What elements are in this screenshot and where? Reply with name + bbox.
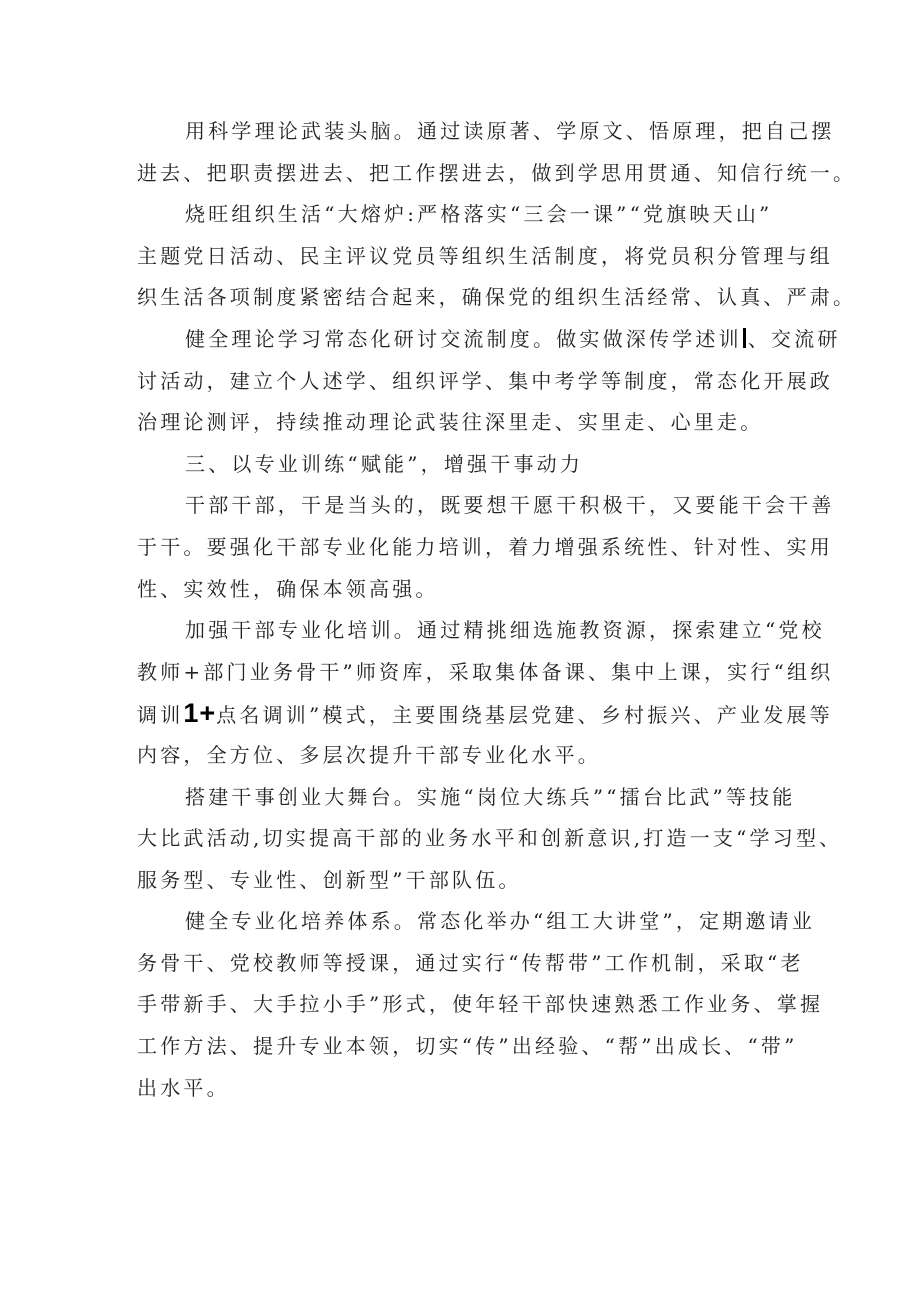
paragraph-line: 织生活各项制度紧密结合起来，确保党的组织生活经常、认真、严肃。	[137, 285, 857, 310]
line-text: 、交流研	[747, 326, 841, 351]
paragraph-line: 服务型、专业性、创新型”干部队伍。	[137, 867, 522, 892]
paragraph-line	[137, 693, 833, 735]
paragraph-line: 讨活动，建立个人述学、组织评学、集中考学等制度，常态化开展政	[137, 368, 833, 393]
paragraph-line: 进去、把职责摆进去、把工作摆进去，做到学思用贯通、知信行统一。	[137, 160, 857, 185]
paragraph-line: 工作方法、提升专业本领，切实“传”出经验、“帮”出成长、“带”	[137, 1034, 798, 1059]
paragraph-line: 治理论测评，持续推动理论武装往深里走、实里走、心里走。	[137, 410, 764, 435]
paragraph-line: 教师+部门业务骨干”师资库，采取集体备课、集中上课，实行“组织	[137, 659, 834, 684]
paragraph-line: 出水平。	[137, 1075, 230, 1100]
paragraph-line: 内容，全方位、多层次提升干部专业化水平。	[137, 742, 601, 767]
line-text: 调训	[137, 703, 184, 728]
paragraph-line: 用科学理论武装头脑。通过读原著、学原文、悟原理，把自己摆	[185, 119, 835, 143]
paragraph-line: 烧旺组织生活“大熔炉:严格落实“三会一课”“党旗映天山”	[185, 202, 773, 227]
document-body	[137, 111, 857, 1109]
section-heading: 三、以专业训练“赋能”，增强干事动力	[185, 451, 584, 476]
paragraph-line: 加强干部专业化培训。通过精挑细选施教资源，探索建立“党校	[185, 618, 825, 643]
paragraph-line: 主题党日活动、民主评议党员等组织生活制度，将党员积分管理与组	[137, 243, 833, 268]
paragraph-line: 健全专业化培养体系。常态化举办“组工大讲堂”，定期邀请业	[185, 909, 816, 934]
paragraph-line: 性、实效性，确保本领高强。	[137, 576, 439, 601]
text-cursor-mark	[743, 328, 746, 348]
line-text: 健全理论学习常态化研讨交流制度。做实做深传学述训	[185, 326, 742, 351]
line-text: 点名调训”模式，主要围绕基层党建、乡村振兴、产业发展等	[216, 703, 833, 728]
paragraph-line: 大比武活动,切实提高干部的业务水平和创新意识,打造一支“学习型、	[137, 826, 843, 851]
paragraph-line: 务骨干、党校教师等授课，通过实行“传帮带”工作机制，采取“老	[137, 950, 804, 975]
paragraph-line: 于干。要强化干部专业化能力培训，着力增强系统性、针对性、实用	[137, 534, 833, 559]
emphasized-number: 1+	[183, 698, 217, 729]
paragraph-line: 干部干部，干是当头的，既要想干愿干积极干，又要能干会干善	[185, 493, 835, 518]
paragraph-line: 搭建干事创业大舞台。实施“岗位大练兵”“擂台比武”等技能	[185, 784, 796, 809]
paragraph-line: 手带新手、大手拉小手”形式，使年轻干部快速熟悉工作业务、掌握	[137, 992, 824, 1017]
paragraph-line	[137, 319, 841, 361]
